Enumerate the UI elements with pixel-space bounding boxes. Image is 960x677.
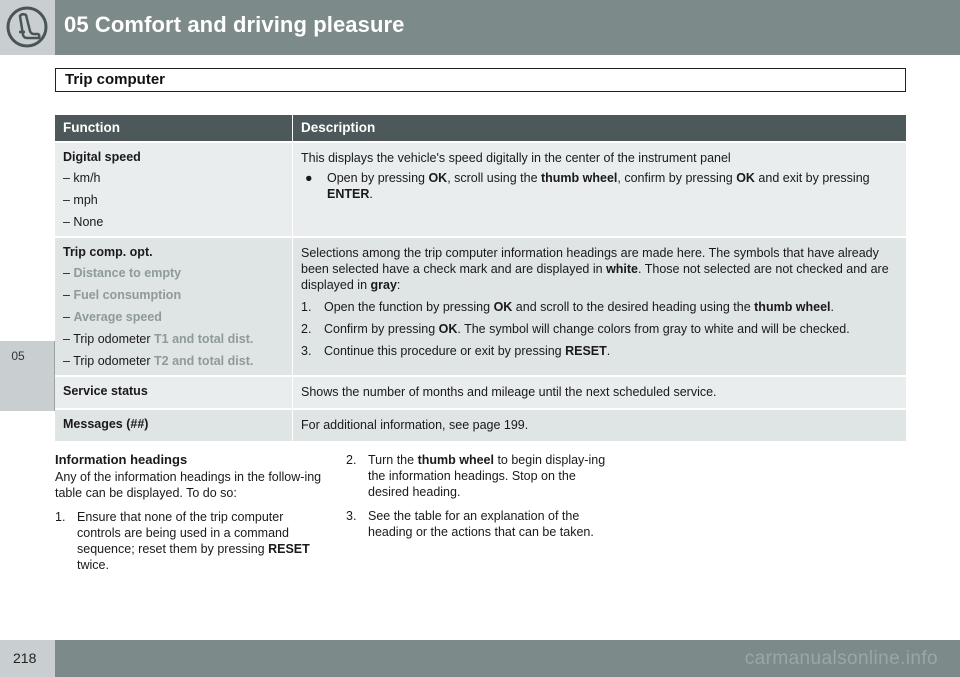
- description-text: Shows the number of months and mileage until the next scheduled service.: [301, 385, 717, 399]
- chapter-side-tab: [0, 341, 55, 411]
- numbered-step: 2. Confirm by pressing OK. The symbol will change colors from gray to white and will be checked.: [301, 322, 850, 336]
- description-cell: [293, 410, 906, 441]
- numbered-step: 1. Open the function by pressing OK and scroll to the desired heading using the thumb wheel.: [301, 300, 835, 314]
- seat-icon: [6, 5, 48, 49]
- page-footer: [0, 640, 960, 677]
- info-left-column: [55, 452, 327, 573]
- function-name: Messages (##): [63, 417, 149, 431]
- table-row: [55, 236, 906, 375]
- description-cell: [293, 377, 906, 408]
- chapter-title: 05 Comfort and driving pleasure: [64, 12, 405, 37]
- description-text: Selections among the trip computer information headings are made here. The symbols that have already been selected have a check mark and are displayed in white. Those not selected are not checked and are displayed in gray:: [301, 246, 889, 292]
- bullet-text: Open by pressing OK, scroll using the thumb wheel, confirm by pressing OK and exit by pressing ENTER.: [327, 171, 870, 201]
- option-item: – Average speed: [63, 310, 162, 324]
- table-header-row: [55, 115, 906, 141]
- option-item: – km/h: [63, 171, 101, 185]
- info-right-column: [346, 452, 618, 540]
- function-name: Trip comp. opt.: [63, 245, 153, 259]
- function-table: [55, 115, 906, 441]
- function-cell: [55, 410, 293, 441]
- option-item: – mph: [63, 193, 98, 207]
- option-item: – Trip odometer T2 and total dist.: [63, 354, 254, 368]
- chapter-side-tab-label: 05: [11, 349, 25, 363]
- info-heading: Information headings: [55, 452, 188, 467]
- function-name: Digital speed: [63, 150, 141, 164]
- description-text: For additional information, see page 199.: [301, 418, 529, 432]
- option-item: – Distance to empty: [63, 266, 182, 280]
- function-cell: [55, 238, 293, 375]
- function-cell: [55, 143, 293, 236]
- section-title: Trip computer: [65, 71, 166, 88]
- watermark: carmanualsonline.info: [744, 648, 938, 669]
- chapter-header: [0, 0, 960, 55]
- option-item: – None: [63, 215, 104, 229]
- table-row: [55, 141, 906, 236]
- bullet-dot-icon: ●: [305, 171, 313, 185]
- page-number: 218: [13, 650, 37, 666]
- header-description: Description: [301, 120, 376, 135]
- function-name: Service status: [63, 384, 148, 398]
- option-item: – Fuel consumption: [63, 288, 182, 302]
- table-row: [55, 375, 906, 408]
- description-cell: [293, 238, 906, 375]
- info-intro: Any of the information headings in the follow-ing table can be displayed. To do so:: [55, 470, 322, 500]
- chapter-icon-box: [0, 0, 55, 55]
- description-cell: [293, 143, 906, 236]
- numbered-step: 3. Continue this procedure or exit by pressing RESET.: [301, 344, 611, 358]
- description-text: This displays the vehicle's speed digitally in the center of the instrument panel: [301, 151, 731, 165]
- info-step: 2. Turn the thumb wheel to begin display-ing the information headings. Stop on the desired heading.: [346, 453, 606, 499]
- page-number-box: [0, 640, 55, 677]
- bullet-item: [301, 170, 898, 202]
- info-step: 3. See the table for an explanation of the heading or the actions that can be taken.: [346, 509, 594, 539]
- header-function: Function: [55, 115, 293, 141]
- table-row: [55, 408, 906, 441]
- option-item: – Trip odometer T1 and total dist.: [63, 332, 254, 346]
- section-title-box: [55, 68, 906, 92]
- info-step: 1. Ensure that none of the trip computer controls are being used in a command sequence; reset them by pressing RESET twice.: [55, 510, 310, 572]
- function-cell: [55, 377, 293, 408]
